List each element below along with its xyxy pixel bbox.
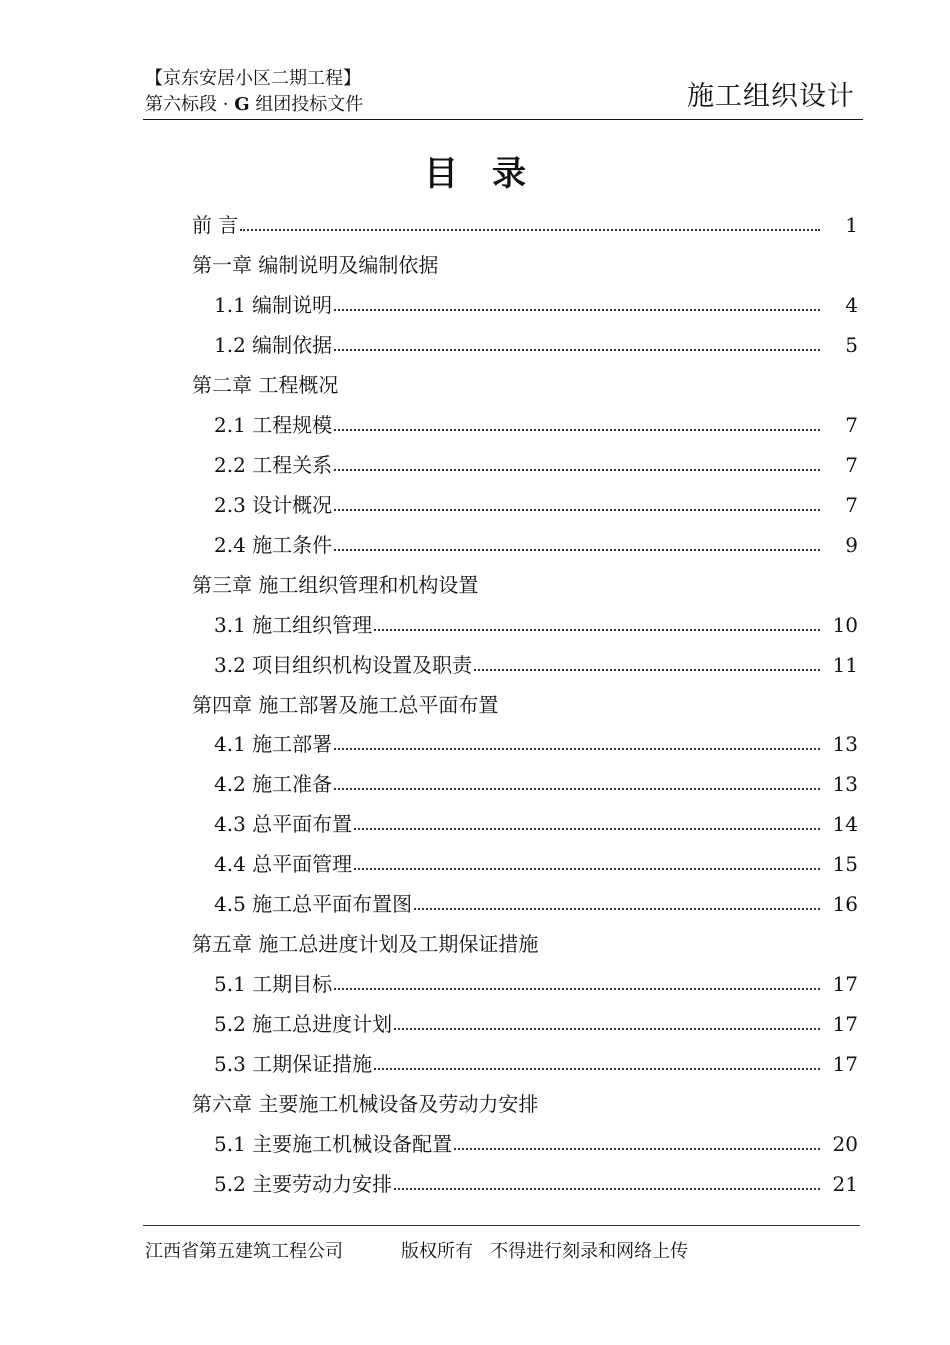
toc-leader-dots bbox=[334, 549, 820, 551]
toc-entry-row[interactable] bbox=[192, 325, 860, 365]
toc-chapter-row[interactable] bbox=[192, 565, 860, 605]
toc-page-number: 7 bbox=[845, 452, 858, 477]
toc-chapter-row[interactable] bbox=[192, 365, 860, 405]
page-title: 目录 bbox=[424, 154, 560, 194]
toc-page-number: 17 bbox=[832, 972, 858, 997]
toc-entry-row[interactable] bbox=[192, 804, 860, 844]
bid-document-label: 组团投标文件 bbox=[255, 94, 364, 115]
toc-entry-label: 4.5 施工总平面布置图 bbox=[192, 884, 412, 924]
toc-leader-dots bbox=[354, 828, 820, 830]
toc-entry-label: 2.1 工程规模 bbox=[192, 405, 332, 445]
footer-copyright: 版权所有 不得进行刻录和网络上传 bbox=[401, 1241, 689, 1262]
bid-package-line bbox=[145, 92, 363, 118]
footer-company: 江西省第五建筑工程公司 bbox=[145, 1241, 343, 1262]
toc-entry-row[interactable] bbox=[192, 1044, 860, 1084]
toc-chapter-row[interactable] bbox=[192, 1084, 860, 1124]
toc-entry-row[interactable] bbox=[192, 1004, 860, 1044]
toc-entry-label: 5.1 主要施工机械设备配置 bbox=[192, 1124, 452, 1164]
toc-leader-dots bbox=[454, 1148, 820, 1150]
toc-leader-dots bbox=[354, 868, 820, 870]
toc-entry-label: 5.2 主要劳动力安排 bbox=[192, 1164, 392, 1204]
toc-entry-label: 5.3 工期保证措施 bbox=[192, 1044, 372, 1084]
toc-leader-dots bbox=[334, 748, 820, 750]
toc-page-number: 1 bbox=[845, 213, 858, 237]
project-name: 【京东安居小区二期工程】 bbox=[145, 68, 361, 89]
toc-entry-row[interactable] bbox=[192, 445, 860, 485]
toc-page-number: 14 bbox=[832, 812, 858, 837]
toc-entry-label: 第二章 工程概况 bbox=[192, 365, 338, 405]
toc-page-number: 17 bbox=[832, 1012, 858, 1037]
toc-entry-label: 第一章 编制说明及编制依据 bbox=[192, 245, 438, 285]
toc-leader-dots bbox=[334, 509, 820, 511]
toc-entry-row[interactable] bbox=[192, 405, 860, 445]
toc-leader-dots bbox=[394, 1188, 820, 1190]
toc-page-number: 10 bbox=[832, 612, 858, 637]
toc-entry-label: 3.1 施工组织管理 bbox=[192, 605, 372, 645]
toc-leader-dots bbox=[334, 429, 820, 431]
toc-leader-dots bbox=[474, 669, 820, 671]
toc-page-number: 15 bbox=[832, 852, 858, 877]
toc-entry-row[interactable] bbox=[192, 525, 860, 565]
toc-entry-label: 4.3 总平面布置 bbox=[192, 804, 352, 844]
toc-page-number: 9 bbox=[845, 532, 858, 557]
toc-page-number: 7 bbox=[845, 492, 858, 517]
toc-leader-dots bbox=[394, 1028, 820, 1030]
toc-entry-label: 4.2 施工准备 bbox=[192, 764, 332, 804]
toc-entry-row[interactable] bbox=[192, 285, 860, 325]
toc-page-number: 13 bbox=[832, 772, 858, 797]
toc-entry-label: 5.1 工期目标 bbox=[192, 964, 332, 1004]
footer-divider bbox=[143, 1225, 860, 1226]
toc-entry-label: 第三章 施工组织管理和机构设置 bbox=[192, 565, 478, 605]
toc-leader-dots bbox=[334, 788, 820, 790]
toc-entry-row[interactable] bbox=[192, 645, 860, 685]
toc-entry-label: 第五章 施工总进度计划及工期保证措施 bbox=[192, 924, 538, 964]
toc-entry-row[interactable] bbox=[192, 605, 860, 645]
toc-leader-dots bbox=[374, 1068, 820, 1070]
toc-entry-label: 1.2 编制依据 bbox=[192, 325, 332, 365]
toc-entry-row[interactable] bbox=[192, 1124, 860, 1164]
bid-section: 第六标段 bbox=[145, 94, 217, 115]
toc-entry-label: 2.2 工程关系 bbox=[192, 445, 332, 485]
toc-entry-label: 5.2 施工总进度计划 bbox=[192, 1004, 392, 1044]
toc-entry-row[interactable] bbox=[192, 964, 860, 1004]
toc-page-number: 16 bbox=[832, 892, 858, 917]
toc-page-number: 20 bbox=[832, 1132, 858, 1157]
group-letter: G bbox=[234, 94, 250, 115]
toc-entry-label: 4.1 施工部署 bbox=[192, 724, 332, 764]
toc-entry-label: 前 言 bbox=[192, 205, 238, 245]
toc-entry-label: 第四章 施工部署及施工总平面布置 bbox=[192, 685, 498, 725]
toc-leader-dots bbox=[334, 988, 820, 990]
toc-chapter-row[interactable] bbox=[192, 924, 860, 964]
toc-leader-dots bbox=[374, 629, 820, 631]
toc-entry-label: 4.4 总平面管理 bbox=[192, 844, 352, 884]
toc-entry-label: 1.1 编制说明 bbox=[192, 285, 332, 325]
header-project-info bbox=[145, 66, 363, 118]
toc-entry-label: 第六章 主要施工机械设备及劳动力安排 bbox=[192, 1084, 538, 1124]
toc-entry-label: 2.4 施工条件 bbox=[192, 525, 332, 565]
toc-chapter-row[interactable] bbox=[192, 245, 860, 285]
toc-page-number: 21 bbox=[832, 1172, 858, 1197]
header-divider bbox=[143, 119, 863, 120]
toc-entry-row[interactable] bbox=[192, 884, 860, 924]
toc-page-number: 17 bbox=[832, 1052, 858, 1077]
toc-page-number: 4 bbox=[845, 292, 858, 317]
toc-entry-row[interactable] bbox=[192, 1164, 860, 1204]
document-title: 施工组织设计 bbox=[687, 81, 855, 112]
bullet: · bbox=[222, 94, 229, 115]
toc-page-number: 11 bbox=[832, 652, 858, 677]
toc-chapter-row[interactable] bbox=[192, 685, 860, 725]
toc-entry-row[interactable] bbox=[192, 764, 860, 804]
toc-leader-dots bbox=[334, 349, 820, 351]
footer bbox=[145, 1239, 688, 1265]
toc-entry-label: 3.2 项目组织机构设置及职责 bbox=[192, 645, 472, 685]
toc-leader-dots bbox=[414, 908, 820, 910]
toc-leader-dots bbox=[334, 469, 820, 471]
toc-page-number: 7 bbox=[845, 412, 858, 437]
toc-entry-row[interactable] bbox=[192, 205, 860, 245]
toc-entry-row[interactable] bbox=[192, 485, 860, 525]
toc-entry-row[interactable] bbox=[192, 844, 860, 884]
toc-entry-label: 2.3 设计概况 bbox=[192, 485, 332, 525]
toc-entry-row[interactable] bbox=[192, 724, 860, 764]
toc-page-number: 5 bbox=[845, 332, 858, 357]
toc-leader-dots bbox=[334, 309, 820, 311]
toc-page-number: 13 bbox=[832, 732, 858, 757]
toc-leader-dots bbox=[240, 229, 820, 231]
